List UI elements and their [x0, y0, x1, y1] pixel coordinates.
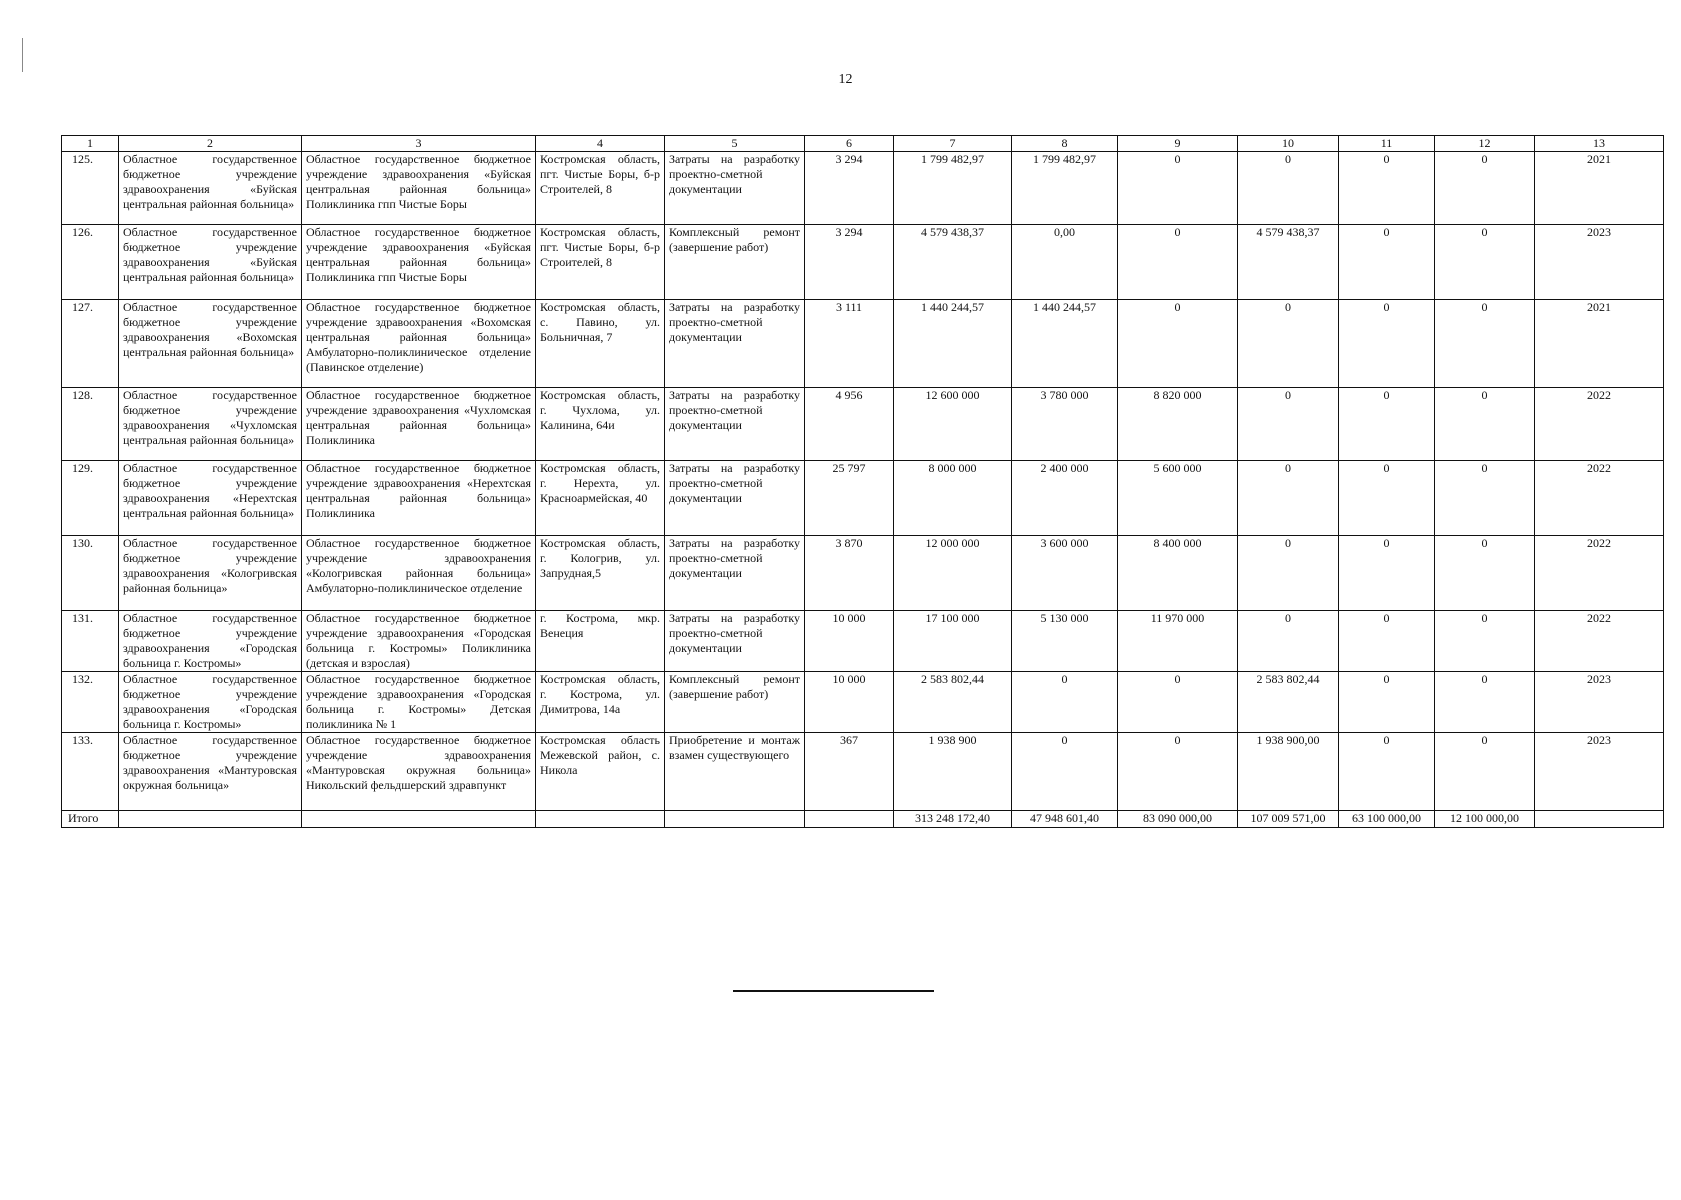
area-value: 3 294 — [805, 225, 894, 300]
total-cost: 1 938 900 — [894, 733, 1012, 811]
table-row — [62, 225, 1664, 300]
header-cell: 10 — [1238, 136, 1339, 152]
cost-col-9: 8 820 000 — [1118, 388, 1238, 461]
cost-col-8: 2 400 000 — [1012, 461, 1118, 536]
total-cost: 313 248 172,40 — [894, 811, 1012, 828]
organization-name: Областное государственное бюджетное учреждение здравоохранения «Нерехтская центральная районная больница» — [119, 461, 302, 536]
cost-col-10: 1 938 900,00 — [1238, 733, 1339, 811]
header-cell: 4 — [536, 136, 665, 152]
row-number: 125. — [62, 152, 119, 225]
area-value: 3 294 — [805, 152, 894, 225]
header-cell: 13 — [1535, 136, 1664, 152]
header-cell: 5 — [665, 136, 805, 152]
work-type: Затраты на разработку проектно-сметной документации — [665, 388, 805, 461]
header-cell: 9 — [1118, 136, 1238, 152]
row-number: 129. — [62, 461, 119, 536]
facility-name: Областное государственное бюджетное учреждение здравоохранения «Нерехтская центральная районная больница» Поликлиника — [302, 461, 536, 536]
facility-name: Областное государственное бюджетное учреждение здравоохранения «Мантуровская окружная больница» Никольский фельдшерский здравпункт — [302, 733, 536, 811]
area-value: 4 956 — [805, 388, 894, 461]
address: Костромская область, пгт. Чистые Боры, б-р Строителей, 8 — [536, 225, 665, 300]
header-row — [62, 136, 1664, 152]
organization-name: Областное государственное бюджетное учреждение здравоохранения «Буйская центральная районная больница» — [119, 225, 302, 300]
cost-col-11: 0 — [1339, 461, 1435, 536]
total-cost: 1 440 244,57 — [894, 300, 1012, 388]
cost-col-11: 0 — [1339, 536, 1435, 611]
cost-col-8: 0 — [1012, 733, 1118, 811]
header-cell: 12 — [1435, 136, 1535, 152]
address: г. Кострома, мкр. Венеция — [536, 611, 665, 672]
address: Костромская область, г. Кострома, ул. Димитрова, 14а — [536, 672, 665, 733]
cost-col-11: 0 — [1339, 300, 1435, 388]
table-row — [62, 300, 1664, 388]
cost-col-12: 0 — [1435, 733, 1535, 811]
cost-col-11: 0 — [1339, 733, 1435, 811]
cost-col-9: 8 400 000 — [1118, 536, 1238, 611]
address: Костромская область, г. Кологрив, ул. Запрудная,5 — [536, 536, 665, 611]
header-cell: 6 — [805, 136, 894, 152]
year-value: 2022 — [1535, 461, 1664, 536]
work-type: Затраты на разработку проектно-сметной документации — [665, 461, 805, 536]
organization-name: Областное государственное бюджетное учреждение здравоохранения «Городская больница г. Костромы» — [119, 611, 302, 672]
cost-col-9: 0 — [1118, 300, 1238, 388]
row-number: 127. — [62, 300, 119, 388]
cost-col-10: 0 — [1238, 461, 1339, 536]
empty-cell — [302, 811, 536, 828]
cost-col-12: 0 — [1435, 152, 1535, 225]
total-cost: 4 579 438,37 — [894, 225, 1012, 300]
year-value: 2021 — [1535, 152, 1664, 225]
year-value: 2022 — [1535, 388, 1664, 461]
year-value: 2021 — [1535, 300, 1664, 388]
cost-col-11: 0 — [1339, 672, 1435, 733]
facility-name: Областное государственное бюджетное учреждение здравоохранения «Буйская центральная районная больница» Поликлиника гпп Чистые Боры — [302, 225, 536, 300]
total-col-9: 83 090 000,00 — [1118, 811, 1238, 828]
organization-name: Областное государственное бюджетное учреждение здравоохранения «Буйская центральная районная больница» — [119, 152, 302, 225]
cost-col-12: 0 — [1435, 388, 1535, 461]
total-cost: 8 000 000 — [894, 461, 1012, 536]
facility-name: Областное государственное бюджетное учреждение здравоохранения «Чухломская центральная районная больница» Поликлиника — [302, 388, 536, 461]
cost-col-10: 2 583 802,44 — [1238, 672, 1339, 733]
row-number: 128. — [62, 388, 119, 461]
total-row — [62, 811, 1664, 828]
register-table — [61, 135, 1664, 828]
table-row — [62, 611, 1664, 672]
closing-line — [733, 990, 934, 992]
cost-col-11: 0 — [1339, 152, 1435, 225]
total-col-10: 107 009 571,00 — [1238, 811, 1339, 828]
address: Костромская область, г. Чухлома, ул. Калинина, 64и — [536, 388, 665, 461]
year-value: 2023 — [1535, 733, 1664, 811]
address: Костромская область, г. Нерехта, ул. Красноармейская, 40 — [536, 461, 665, 536]
work-type: Затраты на разработку проектно-сметной документации — [665, 536, 805, 611]
total-cost: 1 799 482,97 — [894, 152, 1012, 225]
area-value: 10 000 — [805, 611, 894, 672]
cost-col-12: 0 — [1435, 536, 1535, 611]
header-cell: 1 — [62, 136, 119, 152]
cost-col-9: 11 970 000 — [1118, 611, 1238, 672]
cost-col-8: 3 600 000 — [1012, 536, 1118, 611]
cost-col-10: 0 — [1238, 611, 1339, 672]
total-col-11: 63 100 000,00 — [1339, 811, 1435, 828]
cost-col-8: 3 780 000 — [1012, 388, 1118, 461]
total-cost: 17 100 000 — [894, 611, 1012, 672]
empty-cell — [1535, 811, 1664, 828]
facility-name: Областное государственное бюджетное учреждение здравоохранения «Городская больница г. Костромы» Поликлиника (детская и взрослая) — [302, 611, 536, 672]
year-value: 2022 — [1535, 611, 1664, 672]
row-number: 133. — [62, 733, 119, 811]
work-type: Комплексный ремонт (завершение работ) — [665, 225, 805, 300]
year-value: 2023 — [1535, 225, 1664, 300]
cost-col-9: 5 600 000 — [1118, 461, 1238, 536]
cost-col-9: 0 — [1118, 225, 1238, 300]
address: Костромская область, пгт. Чистые Боры, б-р Строителей, 8 — [536, 152, 665, 225]
address: Костромская область Межевской район, с. Никола — [536, 733, 665, 811]
table-row — [62, 461, 1664, 536]
total-label: Итого — [62, 811, 119, 828]
header-cell: 8 — [1012, 136, 1118, 152]
cost-col-11: 0 — [1339, 388, 1435, 461]
cost-col-9: 0 — [1118, 733, 1238, 811]
facility-name: Областное государственное бюджетное учреждение здравоохранения «Городская больница г. Костромы» Детская поликлиника № 1 — [302, 672, 536, 733]
header-cell: 11 — [1339, 136, 1435, 152]
cost-col-12: 0 — [1435, 300, 1535, 388]
year-value: 2022 — [1535, 536, 1664, 611]
area-value: 10 000 — [805, 672, 894, 733]
work-type: Затраты на разработку проектно-сметной документации — [665, 611, 805, 672]
header-cell: 3 — [302, 136, 536, 152]
cost-col-8: 1 799 482,97 — [1012, 152, 1118, 225]
facility-name: Областное государственное бюджетное учреждение здравоохранения «Кологривская районная больница» Амбулаторно-поликлиническое отделение — [302, 536, 536, 611]
work-type: Комплексный ремонт (завершение работ) — [665, 672, 805, 733]
cost-col-9: 0 — [1118, 152, 1238, 225]
cost-col-10: 4 579 438,37 — [1238, 225, 1339, 300]
total-cost: 2 583 802,44 — [894, 672, 1012, 733]
row-number: 126. — [62, 225, 119, 300]
table-row — [62, 536, 1664, 611]
cost-col-12: 0 — [1435, 225, 1535, 300]
total-cost: 12 000 000 — [894, 536, 1012, 611]
empty-cell — [536, 811, 665, 828]
total-cost: 12 600 000 — [894, 388, 1012, 461]
total-col-12: 12 100 000,00 — [1435, 811, 1535, 828]
area-value: 3 870 — [805, 536, 894, 611]
organization-name: Областное государственное бюджетное учреждение здравоохранения «Городская больница г. Костромы» — [119, 672, 302, 733]
organization-name: Областное государственное бюджетное учреждение здравоохранения «Мантуровская окружная больница» — [119, 733, 302, 811]
cost-col-9: 0 — [1118, 672, 1238, 733]
facility-name: Областное государственное бюджетное учреждение здравоохранения «Буйская центральная районная больница» Поликлиника гпп Чистые Боры — [302, 152, 536, 225]
header-cell: 7 — [894, 136, 1012, 152]
empty-cell — [119, 811, 302, 828]
address: Костромская область, с. Павино, ул. Больничная, 7 — [536, 300, 665, 388]
cost-col-8: 0,00 — [1012, 225, 1118, 300]
margin-mark — [22, 38, 23, 72]
cost-col-11: 0 — [1339, 611, 1435, 672]
cost-col-10: 0 — [1238, 152, 1339, 225]
row-number: 131. — [62, 611, 119, 672]
cost-col-12: 0 — [1435, 611, 1535, 672]
area-value: 25 797 — [805, 461, 894, 536]
header-cell: 2 — [119, 136, 302, 152]
cost-col-10: 0 — [1238, 388, 1339, 461]
organization-name: Областное государственное бюджетное учреждение здравоохранения «Вохомская центральная районная больница» — [119, 300, 302, 388]
table-row — [62, 388, 1664, 461]
area-value: 3 111 — [805, 300, 894, 388]
table-body — [62, 136, 1664, 828]
cost-col-8: 0 — [1012, 672, 1118, 733]
cost-col-11: 0 — [1339, 225, 1435, 300]
page-number: 12 — [838, 72, 853, 87]
area-value: 367 — [805, 733, 894, 811]
row-number: 132. — [62, 672, 119, 733]
organization-name: Областное государственное бюджетное учреждение здравоохранения «Кологривская районная больница» — [119, 536, 302, 611]
total-col-8: 47 948 601,40 — [1012, 811, 1118, 828]
table-row — [62, 672, 1664, 733]
cost-col-10: 0 — [1238, 300, 1339, 388]
cost-col-8: 5 130 000 — [1012, 611, 1118, 672]
row-number: 130. — [62, 536, 119, 611]
cost-col-12: 0 — [1435, 672, 1535, 733]
work-type: Затраты на разработку проектно-сметной документации — [665, 300, 805, 388]
table-row — [62, 733, 1664, 811]
year-value: 2023 — [1535, 672, 1664, 733]
facility-name: Областное государственное бюджетное учреждение здравоохранения «Вохомская центральная районная больница» Амбулаторно-поликлиническое отделение (Павинское отделение) — [302, 300, 536, 388]
cost-col-10: 0 — [1238, 536, 1339, 611]
work-type: Приобретение и монтаж взамен существующего — [665, 733, 805, 811]
empty-cell — [805, 811, 894, 828]
empty-cell — [665, 811, 805, 828]
cost-col-8: 1 440 244,57 — [1012, 300, 1118, 388]
cost-col-12: 0 — [1435, 461, 1535, 536]
table-row — [62, 152, 1664, 225]
organization-name: Областное государственное бюджетное учреждение здравоохранения «Чухломская центральная районная больница» — [119, 388, 302, 461]
work-type: Затраты на разработку проектно-сметной документации — [665, 152, 805, 225]
